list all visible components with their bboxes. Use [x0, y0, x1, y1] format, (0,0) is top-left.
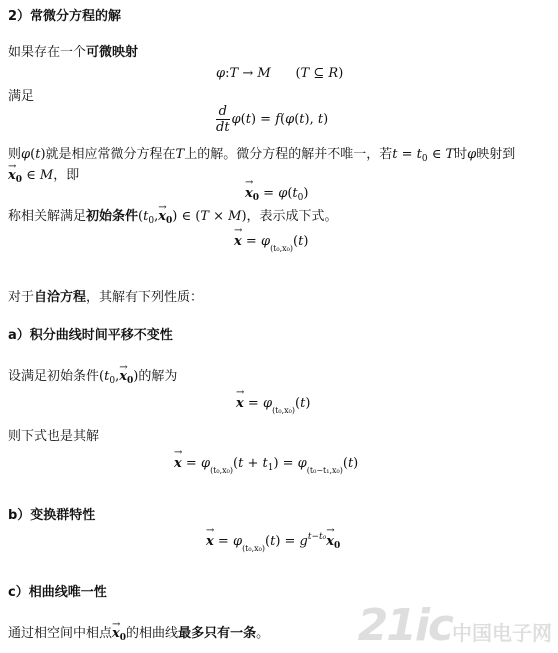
section-2-title: 2）常微分方程的解	[8, 9, 122, 24]
intro-pre: 如果存在一个	[8, 45, 87, 60]
equation-solution-2: → $x = \varphi_{(t_0,x_0)}(t)$	[236, 396, 310, 415]
intro-line	[8, 44, 138, 62]
watermark-cn: 中国电子网	[452, 621, 552, 645]
called-line: 称相关解满足初始条件$(t_0,\to x_0)$ ∈ (T × M)，表示成下式。	[8, 208, 338, 230]
section-c-title: c）相曲线唯一性	[8, 585, 107, 600]
equation-map: φ:T → M (T ⊆ R)	[216, 66, 344, 81]
equation-init: → $x_0 = \varphi(t_0)$	[245, 186, 308, 203]
then-line: 则φ(t)就是相应常微分方程在T上的解。微分方程的解并不唯一，若$t = t_0$ ∈ T时φ映射到	[8, 147, 516, 164]
a-intro-line: 设满足初始条件$(t_0,\to x_0)$的解为	[8, 368, 177, 390]
equation-ode: $\frac{d}{dt}$ φ(t) = f(φ(t), t)	[216, 104, 329, 135]
then-line-2: → $x_0$ ∈ M，即	[8, 167, 79, 189]
equation-group: → $x = \varphi_{(t_0,x_0)}(t) = g^{t-t_0}\to x_0$	[206, 532, 340, 553]
watermark-logo: 21ic	[357, 600, 452, 651]
autonomous-line: 对于自洽方程，其解有下列性质：	[8, 290, 204, 305]
section-b-title: b）变换群特性	[8, 508, 96, 523]
section-a-title: a）积分曲线时间平移不变性	[8, 328, 173, 343]
c-text-line: 通过相空间中相点→ $x_0$的相曲线最多只有一条。	[8, 625, 269, 647]
a-then-line: 则下式也是其解	[8, 429, 100, 444]
site-watermark	[358, 600, 552, 651]
equation-shift: → $x = \varphi_{(t_0,x_0)}(t + t_1) = \varphi_{(t_0-t_1,x_0)}(t)$	[174, 456, 358, 475]
satisfy-label: 满足	[8, 89, 35, 104]
equation-solution-1: → $x = \varphi_{(t_0,x_0)}(t)$	[234, 234, 308, 253]
intro-bold: 可微映射	[86, 45, 139, 60]
